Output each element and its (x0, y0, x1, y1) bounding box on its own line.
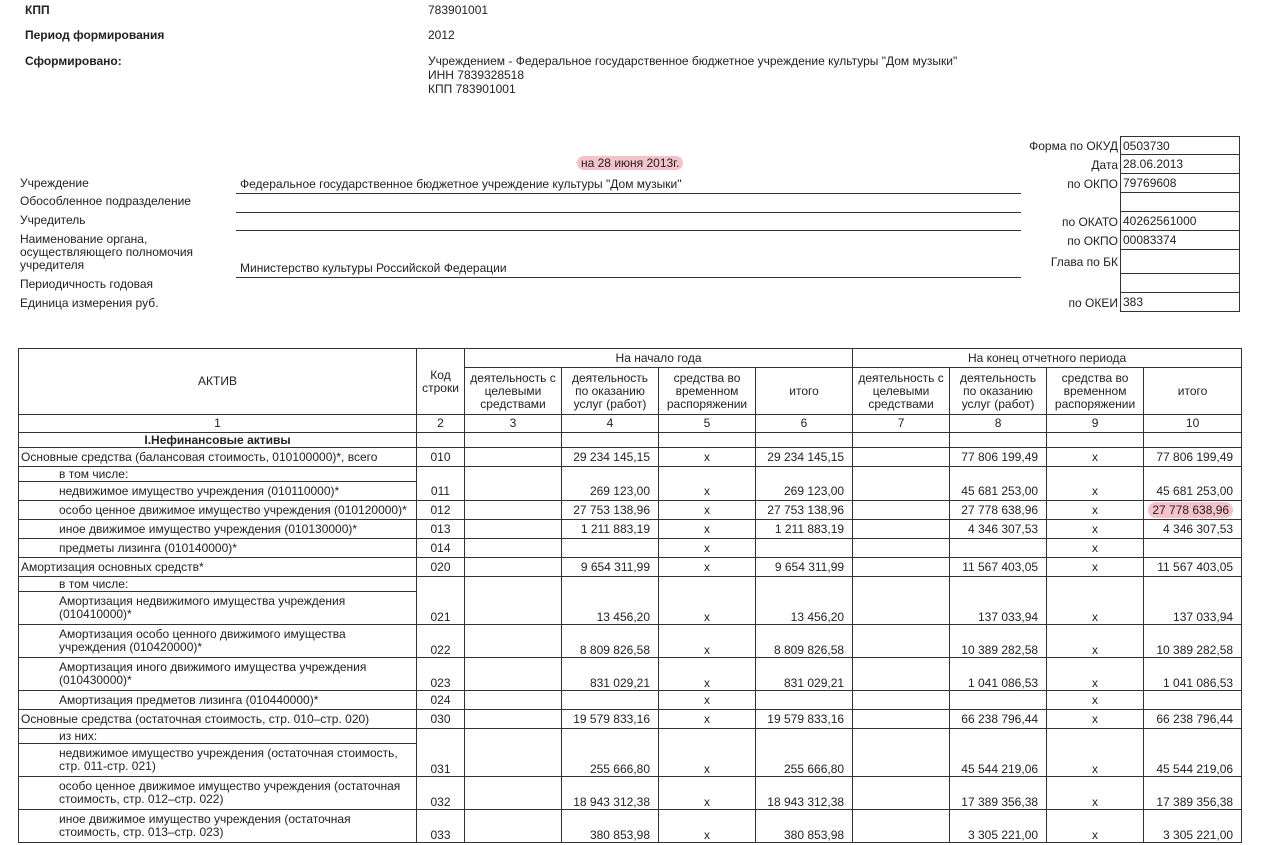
cell-c10: 45 544 219,06 (1144, 744, 1242, 777)
table-row (19, 520, 1242, 539)
row-code (417, 467, 465, 482)
code-row-okei (1000, 293, 1241, 312)
cell-c8 (950, 577, 1047, 592)
col-number: 6 (756, 415, 853, 433)
header-kod: Код строки (417, 349, 465, 415)
authority-label-line2: осуществляющего полномочия (20, 245, 194, 259)
cell-c4: 9 654 311,99 (562, 558, 659, 577)
cell-c3 (465, 729, 562, 744)
cell-c4 (562, 467, 659, 482)
founder-label: Учредитель (20, 213, 86, 227)
code-key: по ОКПО (1067, 233, 1118, 248)
cell-c3 (465, 744, 562, 777)
cell-c4: 19 579 833,16 (562, 710, 659, 729)
row-name: Амортизация недвижимого имущества учреждения (010410000)* (19, 592, 417, 625)
row-name: Амортизация иного движимого имущества учреждения (010430000)* (19, 658, 417, 691)
cell-c3 (465, 467, 562, 482)
row-code: 010 (417, 448, 465, 467)
cell-c6: 8 809 826,58 (756, 625, 853, 658)
period-value: 2012 (428, 28, 455, 42)
col-number: 5 (659, 415, 756, 433)
cell-c4: 8 809 826,58 (562, 625, 659, 658)
table-row (19, 810, 1242, 843)
header-sub: деятельность по оказанию услуг (работ) (562, 368, 659, 415)
cell-c4: 1 211 883,19 (562, 520, 659, 539)
col-number: 4 (562, 415, 659, 433)
table-row (19, 777, 1242, 810)
cell-c9: x (1047, 658, 1144, 691)
cell-c8: 10 389 282,58 (950, 625, 1047, 658)
row-name: Основные средства (остаточная стоимость, стр. 010–стр. 020) (19, 710, 417, 729)
cell-c4: 13 456,20 (562, 592, 659, 625)
cell-c3 (465, 710, 562, 729)
row-code: 013 (417, 520, 465, 539)
col-number: 3 (465, 415, 562, 433)
cell-c9: x (1047, 744, 1144, 777)
code-row-okpo2 (1000, 231, 1241, 250)
cell-c6 (756, 577, 853, 592)
row-name: иное движимое имущество учреждения (010130000)* (19, 520, 417, 539)
col-number: 8 (950, 415, 1047, 433)
authority-label-line3: учредителя (20, 258, 85, 272)
row-code (417, 577, 465, 592)
cell-c5: x (659, 777, 756, 810)
cell-c10: 45 681 253,00 (1144, 482, 1242, 501)
header-sub: деятельность с целевыми средствами (465, 368, 562, 415)
row-code: 020 (417, 558, 465, 577)
cell-c10: 1 041 086,53 (1144, 658, 1242, 691)
cell-c3 (465, 482, 562, 501)
cell-c7 (853, 691, 950, 710)
cell-c3 (465, 539, 562, 558)
authority-label (20, 233, 193, 272)
cell-c8: 45 544 219,06 (950, 744, 1047, 777)
cell-c10: 4 346 307,53 (1144, 520, 1242, 539)
table-row (19, 744, 1242, 777)
cell-c6: 18 943 312,38 (756, 777, 853, 810)
code-value: 40262561000 (1120, 212, 1240, 231)
row-code: 011 (417, 482, 465, 501)
cell-c6 (756, 691, 853, 710)
cell-c6 (756, 467, 853, 482)
cell-c10 (1144, 577, 1242, 592)
cell-c3 (465, 592, 562, 625)
code-row-date (1000, 155, 1241, 174)
code-value: 79769608 (1120, 174, 1240, 193)
periodicity-label: Периодичность годовая (20, 277, 154, 291)
cell-c8 (950, 729, 1047, 744)
cell-c6: 380 853,98 (756, 810, 853, 843)
cell-c8: 137 033,94 (950, 592, 1047, 625)
cell-c10 (1144, 501, 1242, 520)
cell-c9: x (1047, 501, 1144, 520)
cell-c7 (853, 810, 950, 843)
code-key: Глава по БК (1050, 255, 1118, 269)
cell-c7 (853, 467, 950, 482)
cell-c5 (659, 467, 756, 482)
table-row (19, 467, 1242, 482)
cell-c8: 45 681 253,00 (950, 482, 1047, 501)
cell-c10: 10 389 282,58 (1144, 625, 1242, 658)
cell-c5: x (659, 558, 756, 577)
cell-c7 (853, 558, 950, 577)
cell-c3 (465, 577, 562, 592)
cell-c10 (1144, 729, 1242, 744)
cell-c4: 269 123,00 (562, 482, 659, 501)
cell-c6: 13 456,20 (756, 592, 853, 625)
cell-c9: x (1047, 539, 1144, 558)
row-code (417, 729, 465, 744)
kpp-label: КПП (25, 3, 50, 17)
code-key: Дата (1091, 157, 1118, 172)
cell-c10: 17 389 356,38 (1144, 777, 1242, 810)
column-numbers-row (19, 415, 1242, 433)
row-name: в том числе: (19, 577, 417, 592)
row-name: особо ценное движимое имущество учреждения (остаточная стоимость, стр. 012–стр. 022) (19, 777, 417, 810)
formed-line-institution: Учреждением - Федеральное государственное бюджетное учреждение культуры "Дом музыки" (428, 54, 958, 68)
cell-c4: 27 753 138,96 (562, 501, 659, 520)
cell-c4 (562, 539, 659, 558)
cell-c3 (465, 501, 562, 520)
cell-c7 (853, 710, 950, 729)
cell-c5: x (659, 625, 756, 658)
cell-c5: x (659, 501, 756, 520)
cell-c8: 3 305 221,00 (950, 810, 1047, 843)
code-row-okato (1000, 212, 1241, 231)
cell-c7 (853, 592, 950, 625)
cell-c9: x (1047, 777, 1144, 810)
cell-c6: 27 753 138,96 (756, 501, 853, 520)
formed-value (428, 54, 957, 96)
codes-box (1000, 136, 1241, 312)
cell-c5: x (659, 691, 756, 710)
cell-c7 (853, 625, 950, 658)
code-row-okud (1000, 136, 1241, 155)
founder-underline (236, 214, 1021, 231)
cell-c4 (562, 577, 659, 592)
code-key: по ОКЕИ (1068, 295, 1118, 310)
row-code: 031 (417, 744, 465, 777)
cell-c6: 9 654 311,99 (756, 558, 853, 577)
table-row (19, 625, 1242, 658)
header-sub: итого (756, 368, 853, 415)
row-name: Амортизация основных средств* (19, 558, 417, 577)
row-code: 023 (417, 658, 465, 691)
unit-label: Единица измерения руб. (20, 296, 159, 310)
cell-c9: x (1047, 448, 1144, 467)
row-code: 033 (417, 810, 465, 843)
code-value (1120, 274, 1240, 293)
cell-c6: 831 029,21 (756, 658, 853, 691)
code-row-okpo (1000, 174, 1241, 193)
cell-c9: x (1047, 710, 1144, 729)
cell-c6: 29 234 145,15 (756, 448, 853, 467)
cell-c9: x (1047, 520, 1144, 539)
cell-c3 (465, 658, 562, 691)
cell-c6 (756, 729, 853, 744)
table-row (19, 448, 1242, 467)
cell-c7 (853, 577, 950, 592)
header-sub: средства во временном распоряжении (1047, 368, 1144, 415)
cell-c10: 66 238 796,44 (1144, 710, 1242, 729)
code-value (1120, 193, 1240, 212)
cell-c7 (853, 777, 950, 810)
cell-c8 (950, 539, 1047, 558)
code-value: 0503730 (1120, 136, 1240, 155)
row-code: 012 (417, 501, 465, 520)
institution-underline (236, 177, 1021, 194)
cell-c8: 66 238 796,44 (950, 710, 1047, 729)
code-row-empty2 (1000, 274, 1241, 293)
cell-c6: 255 666,80 (756, 744, 853, 777)
report-date: на 28 июня 2013г. (577, 156, 683, 170)
cell-c7 (853, 448, 950, 467)
table-row (19, 482, 1242, 501)
header-sub: итого (1144, 368, 1242, 415)
balance-table (18, 348, 1242, 843)
cell-c5: x (659, 520, 756, 539)
cell-c10: 3 305 221,00 (1144, 810, 1242, 843)
row-code: 014 (417, 539, 465, 558)
cell-c4: 831 029,21 (562, 658, 659, 691)
code-key: по ОКАТО (1061, 214, 1118, 229)
cell-c5: x (659, 592, 756, 625)
cell-c6: 19 579 833,16 (756, 710, 853, 729)
cell-c9 (1047, 577, 1144, 592)
cell-c5: x (659, 658, 756, 691)
cell-c7 (853, 501, 950, 520)
row-name: Амортизация особо ценного движимого имущества учреждения (010420000)* (19, 625, 417, 658)
row-code: 024 (417, 691, 465, 710)
header-aktiv: АКТИВ (19, 349, 417, 415)
cell-c6 (756, 539, 853, 558)
subdivision-label: Обособленное подразделение (20, 194, 191, 208)
authority-label-line1: Наименование органа, (20, 232, 148, 246)
highlighted-value: 27 778 638,96 (1148, 502, 1233, 518)
cell-c6: 1 211 883,19 (756, 520, 853, 539)
cell-c8: 4 346 307,53 (950, 520, 1047, 539)
cell-c8 (950, 467, 1047, 482)
cell-c4: 380 853,98 (562, 810, 659, 843)
code-value: 28.06.2013 (1120, 155, 1240, 174)
cell-c3 (465, 520, 562, 539)
header-sub: средства во временном распоряжении (659, 368, 756, 415)
row-code: 022 (417, 625, 465, 658)
row-name: иное движимое имущество учреждения (остаточная стоимость, стр. 013–стр. 023) (19, 810, 417, 843)
row-name: Амортизация предметов лизинга (010440000)* (19, 691, 417, 710)
cell-c7 (853, 520, 950, 539)
authority-underline (236, 261, 1021, 278)
row-code: 030 (417, 710, 465, 729)
cell-c7 (853, 744, 950, 777)
cell-c8: 17 389 356,38 (950, 777, 1047, 810)
institution-label: Учреждение (20, 176, 89, 190)
header-end: На конец отчетного периода (853, 349, 1242, 368)
cell-c3 (465, 777, 562, 810)
cell-c3 (465, 691, 562, 710)
table-row (19, 658, 1242, 691)
row-name: из них: (19, 729, 417, 744)
cell-c9 (1047, 467, 1144, 482)
header-sub: деятельность по оказанию услуг (работ) (950, 368, 1047, 415)
code-value: 00083374 (1120, 231, 1240, 250)
cell-c8: 11 567 403,05 (950, 558, 1047, 577)
col-number: 9 (1047, 415, 1144, 433)
cell-c10 (1144, 467, 1242, 482)
authority-value: Министерство культуры Российской Федерации (240, 261, 507, 275)
cell-c10 (1144, 691, 1242, 710)
section-row (19, 433, 1242, 448)
code-key: по ОКПО (1067, 176, 1118, 191)
formed-label: Сформировано: (25, 54, 122, 68)
cell-c5: x (659, 539, 756, 558)
institution-value: Федеральное государственное бюджетное учреждение культуры "Дом музыки" (240, 177, 682, 191)
table-row (19, 729, 1242, 744)
cell-c9: x (1047, 482, 1144, 501)
row-name: особо ценное движимое имущество учреждения (010120000)* (19, 501, 417, 520)
header-sub: деятельность с целевыми средствами (853, 368, 950, 415)
code-row-glava (1000, 250, 1241, 274)
table-row (19, 558, 1242, 577)
cell-c7 (853, 729, 950, 744)
cell-c7 (853, 658, 950, 691)
cell-c4: 29 234 145,15 (562, 448, 659, 467)
cell-c3 (465, 810, 562, 843)
cell-c6: 269 123,00 (756, 482, 853, 501)
cell-c10: 137 033,94 (1144, 592, 1242, 625)
code-value: 383 (1120, 293, 1240, 312)
col-number: 1 (19, 415, 417, 433)
cell-c3 (465, 558, 562, 577)
cell-c5: x (659, 482, 756, 501)
col-number: 2 (417, 415, 465, 433)
row-code: 032 (417, 777, 465, 810)
cell-c4 (562, 729, 659, 744)
cell-c5: x (659, 448, 756, 467)
table-row (19, 710, 1242, 729)
code-value (1120, 250, 1240, 274)
cell-c10: 77 806 199,49 (1144, 448, 1242, 467)
period-label: Период формирования (25, 28, 165, 42)
cell-c3 (465, 448, 562, 467)
row-name: недвижимое имущество учреждения (остаточная стоимость, стр. 011-стр. 021) (19, 744, 417, 777)
cell-c4: 255 666,80 (562, 744, 659, 777)
row-name: в том числе: (19, 467, 417, 482)
col-number: 10 (1144, 415, 1242, 433)
cell-c8: 77 806 199,49 (950, 448, 1047, 467)
cell-c9: x (1047, 558, 1144, 577)
table-row (19, 592, 1242, 625)
row-code: 021 (417, 592, 465, 625)
cell-c8: 1 041 086,53 (950, 658, 1047, 691)
cell-c3 (465, 625, 562, 658)
formed-line-kpp: КПП 783901001 (428, 82, 516, 96)
cell-c9: x (1047, 810, 1144, 843)
cell-c4: 18 943 312,38 (562, 777, 659, 810)
row-name: недвижимое имущество учреждения (010110000)* (19, 482, 417, 501)
cell-c9 (1047, 729, 1144, 744)
cell-c10: 11 567 403,05 (1144, 558, 1242, 577)
cell-c4 (562, 691, 659, 710)
cell-c5: x (659, 810, 756, 843)
table-row (19, 539, 1242, 558)
section-title: I.Нефинансовые активы (19, 433, 417, 448)
cell-c7 (853, 482, 950, 501)
code-key: Форма по ОКУД (1029, 138, 1118, 153)
row-name: предметы лизинга (010140000)* (19, 539, 417, 558)
header-start: На начало года (465, 349, 853, 368)
cell-c8: 27 778 638,96 (950, 501, 1047, 520)
cell-c9: x (1047, 592, 1144, 625)
cell-c5 (659, 729, 756, 744)
cell-c7 (853, 539, 950, 558)
cell-c9: x (1047, 691, 1144, 710)
kpp-value: 783901001 (428, 3, 489, 17)
cell-c8 (950, 691, 1047, 710)
table-row (19, 501, 1242, 520)
row-name: Основные средства (балансовая стоимость, 010100000)*, всего (19, 448, 417, 467)
cell-c5 (659, 577, 756, 592)
cell-c5: x (659, 744, 756, 777)
col-number: 7 (853, 415, 950, 433)
formed-line-inn: ИНН 7839328518 (428, 68, 525, 82)
cell-c10 (1144, 539, 1242, 558)
cell-c9: x (1047, 625, 1144, 658)
cell-c5: x (659, 710, 756, 729)
table-row (19, 577, 1242, 592)
code-row-empty1 (1000, 193, 1241, 212)
table-row (19, 691, 1242, 710)
subdivision-underline (236, 196, 1021, 213)
